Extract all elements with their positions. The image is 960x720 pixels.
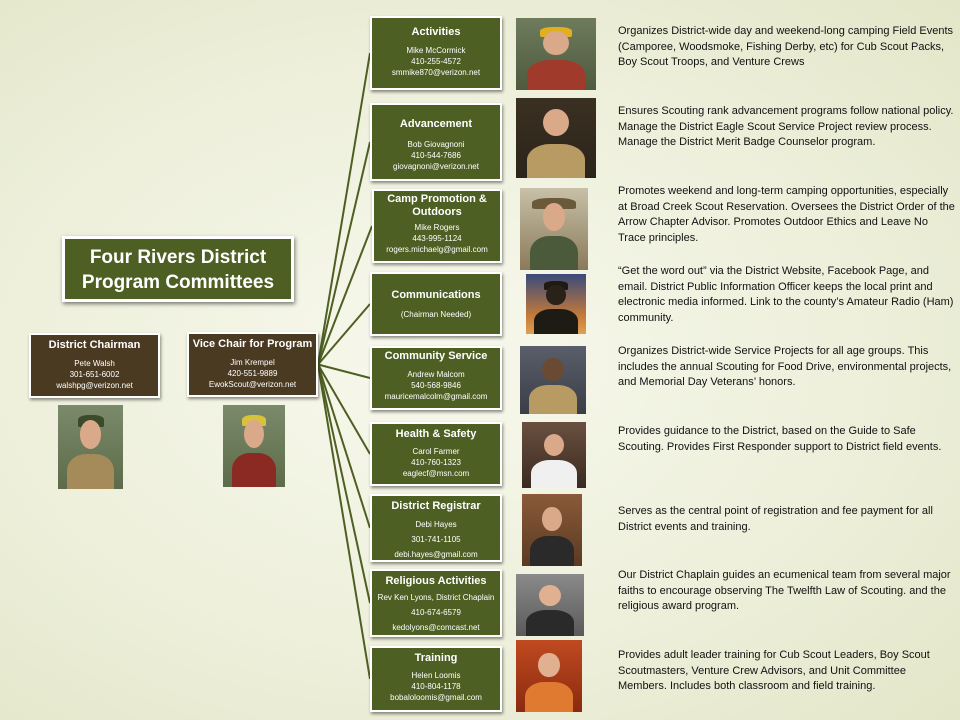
committee-description-communications: “Get the word out” via the District Website, Facebook Page, and email. District Public Information Officer keeps the local print and electronic media informed. Link to the county’s Amateur Radio (Ham) community. (618, 265, 954, 324)
committee-title: Activities (411, 26, 461, 38)
committee-description-advancement: Ensures Scouting rank advancement programs follow national policy. Manage the District Eagle Scout Service Project review process. Manage the District Merit Badge Counselor program. (618, 105, 954, 148)
committee-chair-name: Andrew Malcom (407, 370, 465, 379)
committee-box-advancement (370, 103, 502, 181)
committee-title: Health & Safety (395, 428, 477, 440)
committee-title: Community Service (384, 350, 488, 362)
district-chairman-box (29, 333, 160, 398)
member-photo-training (516, 640, 582, 712)
vice-chair-name: Jim Krempel (230, 358, 275, 367)
chairman-name: Pete Walsh (74, 359, 115, 368)
committee-email: eaglecf@msn.com (402, 469, 470, 478)
member-photo-religious-activities (516, 574, 584, 636)
committee-box-religious-activities (370, 569, 502, 637)
committee-description-community-service: Organizes District-wide Service Projects for all age groups. This includes the annual Scouting for Food Drive, environmental projects, and Memorial Day Veterans’ honors. (618, 345, 952, 388)
member-photo-district-registrar (522, 494, 582, 566)
committee-title: Camp Promotion & Outdoors (387, 193, 487, 218)
committee-chair-name: Mike Rogers (414, 223, 460, 232)
connector-line (318, 365, 370, 604)
committee-title: Communications (391, 289, 481, 301)
committee-title: Training (414, 652, 458, 664)
committee-chair-name: (Chairman Needed) (400, 310, 472, 319)
committee-phone: 443-995-1124 (412, 234, 462, 243)
committee-box-health-safety (370, 422, 502, 486)
committee-phone: 410-255-4572 (411, 57, 461, 66)
committee-chair-name: Helen Loomis (411, 671, 461, 680)
committee-description-activities: Organizes District-wide day and weekend-long camping Field Events (Camporee, Woodsmoke, Fishing Derby, etc) for Cub Scout Packs, Boy Scout Troops, and Venture Crews (618, 25, 954, 68)
connector-line (318, 365, 370, 529)
committee-email: debi.hayes@gmail.com (394, 550, 478, 559)
committee-email: giovagnoni@verizon.net (393, 162, 479, 171)
committee-phone: 301-741-1105 (411, 535, 461, 544)
vice-chair-photo (223, 405, 285, 487)
committee-title: Advancement (399, 118, 473, 130)
page-title (62, 236, 294, 302)
committee-chair-name: Carol Farmer (412, 447, 460, 456)
member-photo-communications (526, 274, 586, 334)
connector-line (318, 365, 370, 680)
vice-chair-email: EwokScout@verizon.net (208, 380, 297, 389)
committee-email: kedolyons@comcast.net (392, 623, 480, 632)
committee-phone: 410-760-1323 (411, 458, 461, 467)
committee-chair-name: Rev Ken Lyons, District Chaplain (377, 593, 495, 602)
chairman-email: walshpg@verizon.net (56, 381, 133, 390)
committee-phone: 410-544-7686 (411, 151, 461, 160)
committee-box-activities (370, 16, 502, 90)
committee-title: District Registrar (391, 500, 481, 512)
committee-chair-name: Mike McCormick (406, 46, 466, 55)
committee-description-health-safety: Provides guidance to the District, based on the Guide to Safe Scouting. Provides First Responder support to District field events. (618, 425, 942, 453)
member-photo-advancement (516, 98, 596, 178)
committee-box-camp-promotion (372, 189, 502, 263)
committee-chair-name: Bob Giovagnoni (407, 140, 465, 149)
vice-chair-role: Vice Chair for Program (192, 338, 313, 350)
committee-box-district-registrar (370, 494, 502, 562)
connector-line (318, 53, 370, 365)
committee-chair-name: Debi Hayes (415, 520, 457, 529)
page-title-text: Four Rivers District Program Committees (81, 247, 275, 293)
committee-title: Religious Activities (385, 575, 487, 587)
committee-description-training: Provides adult leader training for Cub Scout Leaders, Boy Scout Scoutmasters, Venture Crew Advisors, and Unit Committee Members. Includes both classroom and field training. (618, 649, 930, 692)
chairman-role: District Chairman (48, 339, 141, 351)
committee-box-training (370, 646, 502, 712)
member-photo-camp-promotion (520, 188, 588, 270)
committee-box-community-service (370, 346, 502, 410)
vice-chair-phone: 420-551-9889 (227, 369, 278, 378)
member-photo-health-safety (522, 422, 586, 488)
committee-email: mauricemalcolm@gmail.com (384, 392, 488, 401)
committee-phone: 540-568-9846 (411, 381, 461, 390)
committee-email: rogers.michaelg@gmail.com (386, 245, 488, 254)
committee-email: bobaloloomis@gmail.com (390, 693, 482, 702)
member-photo-activities (516, 18, 596, 90)
committee-box-communications (370, 272, 502, 336)
chairman-phone: 301-651-6002 (69, 370, 120, 379)
committee-phone: 410-674-6579 (411, 608, 461, 617)
committee-description-district-registrar: Serves as the central point of registration and fee payment for all District events and training. (618, 505, 933, 533)
vice-chair-box (187, 332, 318, 397)
committee-email: smmike870@verizon.net (391, 68, 481, 77)
committee-description-religious-activities: Our District Chaplain guides an ecumenical team from several major faiths to encourage observing The Twelfth Law of Scouting. and the religious award program. (618, 569, 951, 612)
committee-phone: 410-804-1178 (411, 682, 461, 691)
member-photo-community-service (520, 346, 586, 414)
chairman-photo (58, 405, 123, 489)
committee-description-camp-promotion: Promotes weekend and long-term camping opportunities, especially at Broad Creek Scout Reservation. Oversees the District Order of the Arrow Chapter Advisor. Promotes Outdoor Ethics and Leave No Trace principles. (618, 185, 955, 244)
